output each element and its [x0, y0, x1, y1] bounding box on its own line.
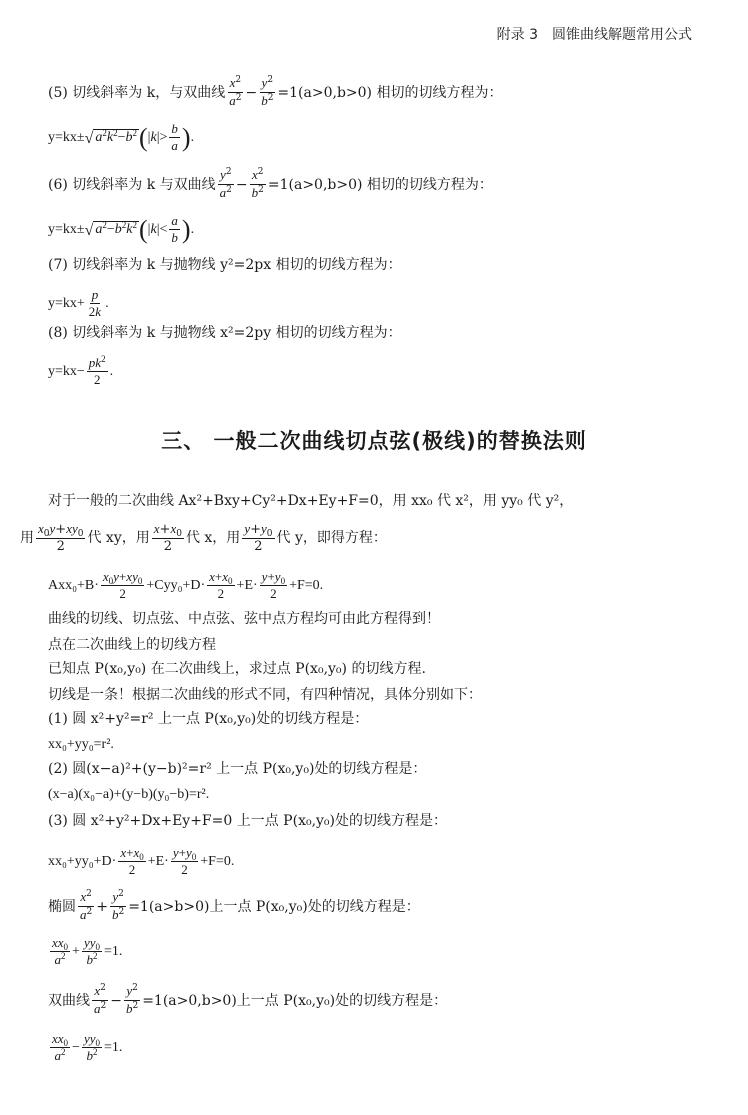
case-3-equation: xx₀+yy₀+D· $\frac{x+x_0}{2}$ +E· $\frac{y+y_0}{2}$ +F=0. [48, 845, 235, 878]
text-line: 切线是一条！根据二次曲线的形式不同，有四种情况，具体分别如下： [48, 687, 482, 703]
text-line: 曲线的切线、切点弦、中点弦、弦中点方程均可由此方程得到！ [48, 611, 440, 627]
item-6-formula: y=kx± √ $a^2-b^2k^2$ ( | k |< $\frac{a}{b}$ ) . [48, 213, 195, 246]
item-5-statement: (5) 切线斜率为 k，与双曲线 $\frac{x^2}{a^2}$ − $\frac{y^2}{b^2}$ =1(a>0,b>0) 相切的切线方程为： [48, 75, 503, 109]
case-1-equation: xx₀+yy₀=r². [48, 737, 114, 752]
case-1-statement: (1) 圆 x²+y²=r² 上一点 P(x₀,y₀)处的切线方程是： [48, 711, 369, 727]
ellipse-statement: 椭圆 $\frac{x^2}{a^2}$ + $\frac{y^2}{b^2}$ =1(a>b>0)上一点 P(x₀,y₀)处的切线方程是： [48, 889, 420, 923]
hyperbola-statement: 双曲线 $\frac{x^2}{a^2}$ − $\frac{y^2}{b^2}$ =1(a>0,b>0)上一点 P(x₀,y₀)处的切线方程是： [48, 983, 448, 1017]
item-8-statement: (8) 切线斜率为 k 与抛物线 x²=2py 相切的切线方程为： [48, 325, 402, 341]
item-5-formula: y=kx± √ $a^2k^2-b^2$ ( | k |> $\frac{b}{a}$ ) . [48, 121, 195, 154]
case-2-equation: (x−a)(x₀−a)+(y−b)(y₀−b)=r². [48, 787, 210, 802]
section-heading: 三、 一般二次曲线切点弦(极线)的替换法则 [161, 429, 587, 453]
ellipse-equation: $\frac{xx_0}{a^2}$ + $\frac{yy_0}{b^2}$ =1. [52, 935, 123, 968]
sqrt-expression: √ $a^2k^2-b^2$ [84, 127, 137, 147]
intro-line-1: 对于一般的二次曲线 Ax²+Bxy+Cy²+Dx+Ey+F=0，用 xx₀ 代 x²，用 yy₀ 代 y²， [48, 493, 574, 509]
running-header: 附录 3 圆锥曲线解题常用公式 [496, 27, 692, 43]
case-3-statement: (3) 圆 x²+y²+Dx+Ey+F=0 上一点 P(x₀,y₀)处的切线方程是： [48, 813, 448, 829]
item-7-formula: y=kx+ $\frac{p}{2k}$ . [48, 287, 109, 320]
hyperbola-equation: $\frac{xx_0}{a^2}$ − $\frac{yy_0}{b^2}$ =1. [52, 1031, 123, 1064]
item-7-statement: (7) 切线斜率为 k 与抛物线 y²=2px 相切的切线方程为： [48, 257, 402, 273]
item-8-formula: y=kx− $\frac{pk^2}{2}$ . [48, 354, 114, 388]
fraction: $\frac{x^2}{a^2}$ [229, 75, 242, 109]
item-6-statement: (6) 切线斜率为 k 与双曲线 $\frac{y^2}{a^2}$ − $\frac{x^2}{b^2}$ =1(a>0,b>0) 相切的切线方程为： [48, 167, 493, 201]
general-equation: Axx₀+B· $\frac{x_0y+xy_0}{2}$ +Cyy₀+D· $\frac{x+x_0}{2}$ +E· $\frac{y+y_0}{2}$ +F=0. [48, 569, 324, 602]
case-2-statement: (2) 圆(x−a)²+(y−b)²=r² 上一点 P(x₀,y₀)处的切线方程是： [48, 761, 427, 777]
text-line: 已知点 P(x₀,y₀) 在二次曲线上，求过点 P(x₀,y₀) 的切线方程. [48, 661, 426, 677]
subsection-title: 点在二次曲线上的切线方程 [48, 637, 216, 653]
intro-line-2: 用 $\frac{x_0y+xy_0}{2}$ 代 xy，用 $\frac{x+x_0}{2}$ 代 x，用 $\frac{y+y_0}{2}$ 代 y，即得方程： [20, 521, 387, 555]
